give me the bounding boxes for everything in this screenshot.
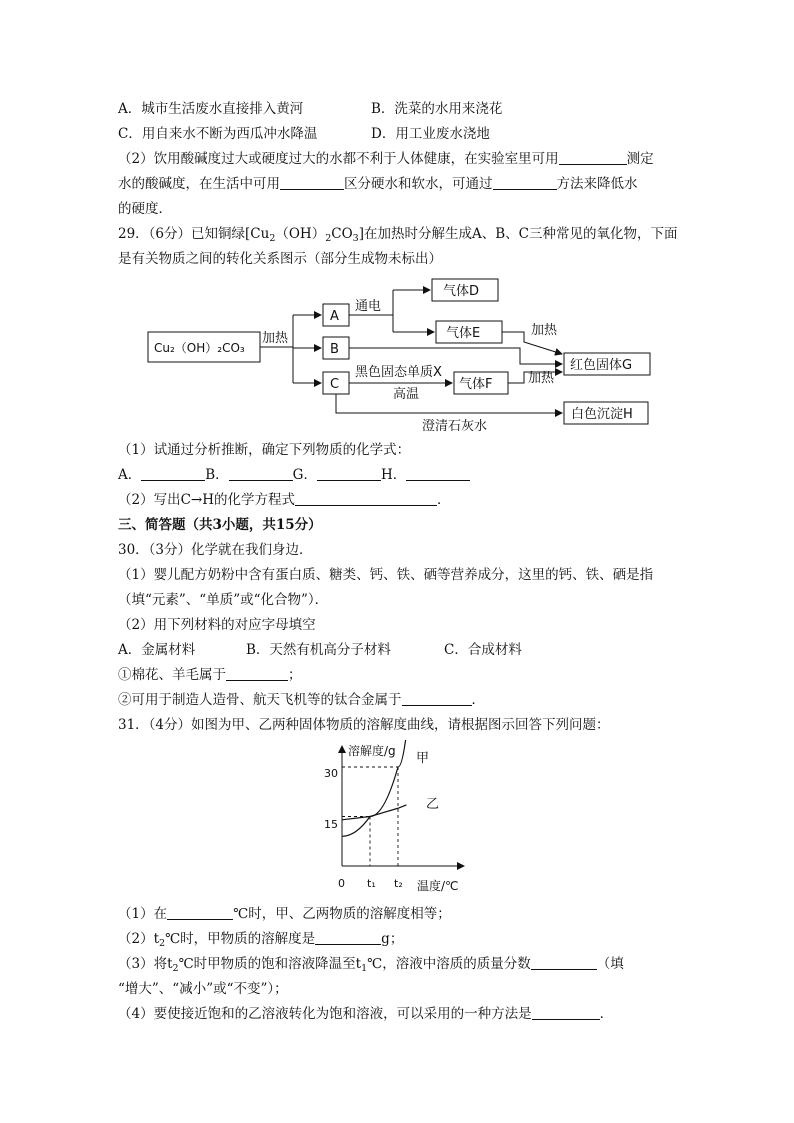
q31-p3-text-a: （3）将t [118, 956, 173, 972]
q29-intro-b: （OH） [275, 226, 326, 242]
q29-blank-g[interactable] [317, 466, 381, 481]
q31-p2-t2-sub: 2 [159, 938, 166, 949]
q30-option-c: C．合成材料 [444, 642, 522, 658]
q29-fill-b-label: B． [205, 467, 229, 483]
q31-blank-method[interactable] [532, 1005, 600, 1020]
label-heat-1: 加热 [262, 331, 289, 346]
x-tick-t1: t₁ [367, 877, 376, 890]
section-3-title: 三、简答题（共3小题，共15分） [118, 517, 322, 533]
q29-fill-line [118, 466, 470, 484]
label-cu2oh2co3: Cu₂（OH）₂CO₃ [154, 341, 245, 355]
q31-p2-text-a: （2）t [118, 931, 160, 947]
q30-blank-titanium[interactable] [402, 691, 472, 706]
q29-intro-d: ]在加热时分解生成A、B、C三种常见的氧化物，下面 [358, 226, 678, 242]
series-label-yi: 乙 [426, 797, 440, 812]
q30-intro: 30．（3分）化学就在我们身边． [118, 542, 313, 558]
q30-sub1 [118, 666, 302, 684]
q28-part2-line3: 的硬度． [118, 201, 172, 217]
label-gas-e: 气体E [446, 326, 481, 341]
x-axis-label: 温度/℃ [417, 879, 459, 893]
q29-part1: （1）试通过分析推断，确定下列物质的化学式： [118, 442, 411, 458]
label-black-solid-x: 黑色固态单质X [355, 365, 442, 380]
q31-p1-text-a: （1）在 [118, 906, 168, 922]
solubility-curve-yi [342, 805, 406, 820]
q28-blank-soften-method[interactable] [493, 175, 557, 190]
q31-p4-text-b: ． [599, 1006, 614, 1022]
label-electrolysis: 通电 [355, 299, 382, 314]
label-a: A [330, 309, 339, 324]
y-tick-15: 15 [324, 818, 338, 831]
q29-p2-text: （2）写出C→H的化学方程式 [118, 492, 296, 508]
q29-sub-3: 3 [352, 233, 359, 244]
label-heat-2: 加热 [531, 323, 558, 338]
q29-intro-line2: 是有关物质之间的转化关系图示（部分生成物未标出） [118, 251, 442, 267]
q29-part2 [118, 491, 451, 509]
q29-fill-g-label: G． [292, 467, 317, 483]
q29-blank-a[interactable] [141, 466, 205, 481]
q28-part2-line2 [118, 175, 638, 193]
series-label-jia: 甲 [416, 751, 430, 766]
label-c: C [330, 377, 340, 392]
q31-intro: 31．（4分）如图为甲、乙两种固体物质的溶解度曲线，请根据图示回答下列问题： [118, 717, 610, 733]
q28-p2-text-c: 水的酸碱度，在生活中可用 [118, 176, 280, 192]
q30-option-a: A．金属材料 [118, 642, 196, 658]
label-gas-f: 气体F [459, 377, 493, 392]
q29-sub-2b: 2 [325, 233, 332, 244]
q28-blank-ph-tool[interactable] [559, 150, 627, 165]
q29-p2-end: ． [437, 492, 451, 508]
q28-blank-hardness-test[interactable] [280, 175, 344, 190]
q31-part3 [118, 955, 624, 978]
y-tick-30: 30 [324, 767, 338, 780]
q31-p4-text-a: （4）要使接近饱和的乙溶液转化为饱和溶液，可以采用的一种方法是 [118, 1006, 532, 1022]
q31-p3-text-d: （填 [596, 956, 624, 972]
q29-fill-h-label: H． [380, 467, 407, 483]
q30-s1-end: ； [288, 667, 302, 683]
q31-part3b: “增大”、“减小”或“不变”）； [118, 981, 288, 997]
q28-p2-text-b: 测定 [626, 151, 654, 167]
q31-blank-mass-fraction[interactable] [531, 955, 597, 970]
q30-s2-text: ②可用于制造人造骨、航天飞机等的钛合金属于 [118, 692, 402, 708]
q31-p3-text-c: ℃，溶液中溶质的质量分数 [367, 956, 531, 972]
q29-sub-2a: 2 [269, 233, 276, 244]
label-limewater: 澄清石灰水 [422, 419, 488, 434]
q30-blank-cotton[interactable] [226, 666, 288, 681]
q31-blank-solubility[interactable] [315, 930, 381, 945]
label-red-solid-g: 红色固体G [570, 358, 633, 373]
x-tick-0: 0 [338, 877, 345, 890]
q28-p2-text-e: 方法来降低水 [556, 176, 638, 192]
q30-option-b: B．天然有机高分子材料 [246, 642, 391, 658]
q29-blank-equation[interactable] [295, 491, 437, 506]
x-tick-t2: t₂ [394, 877, 403, 890]
label-high-temp: 高温 [393, 387, 420, 402]
q31-part2 [118, 930, 403, 953]
q30-part2: （2）用下列材料的对应字母填空 [118, 617, 316, 633]
label-b: B [330, 342, 339, 357]
q31-p3-t2-sub: 2 [172, 963, 179, 974]
q29-intro-a: 29．（6分）已知铜绿[Cu [118, 226, 270, 242]
q28-option-b: B．洗菜的水用来浇花 [371, 101, 503, 117]
label-gas-d: 气体D [443, 284, 480, 299]
q31-p1-text-b: ℃时，甲、乙两物质的溶解度相等； [233, 906, 451, 922]
label-heat-3: 加热 [528, 371, 555, 386]
q29-blank-b[interactable] [229, 466, 293, 481]
q28-part2-line1 [118, 150, 654, 168]
q30-sub2 [118, 691, 485, 709]
q30-part1: （1）婴儿配方奶粉中含有蛋白质、糖类、钙、铁、硒等营养成分，这里的钙、铁、硒是指 [118, 567, 654, 583]
arrow-b-to-g [349, 348, 562, 364]
q28-option-c: C．用自来水不断为西瓜冲水降温 [118, 126, 318, 142]
q28-option-d: D．用工业废水浇地 [371, 126, 490, 142]
q29-intro-c: CO [331, 226, 353, 242]
q31-p2-text-c: g； [381, 931, 404, 947]
q31-part1 [118, 905, 451, 923]
q31-p3-text-b: ℃时甲物质的饱和溶液降温至t [178, 956, 362, 972]
q29-blank-h[interactable] [406, 466, 470, 481]
q28-p2-text-a: （2）饮用酸碱度过大或硬度过大的水都不利于人体健康，在实验室里可用 [118, 151, 559, 167]
q30-part1b: （填“元素”、“单质”或“化合物”）． [118, 592, 329, 608]
q28-option-a: A．城市生活废水直接排入黄河 [118, 101, 304, 117]
q31-part4 [118, 1005, 613, 1023]
label-white-precipitate-h: 白色沉淀H [571, 407, 633, 422]
q30-s1-text: ①棉花、羊毛属于 [118, 667, 226, 683]
q31-p2-text-b: ℃时，甲物质的溶解度是 [165, 931, 316, 947]
q31-blank-equal-temp[interactable] [167, 905, 233, 920]
arrow-c-to-h [336, 394, 562, 413]
q31-p3-t1-sub: 1 [361, 963, 368, 974]
q29-fill-a-label: A． [118, 467, 142, 483]
solubility-chart [318, 740, 478, 896]
q28-p2-text-d: 区分硬水和软水，可通过 [344, 176, 493, 192]
y-axis-label: 溶解度/g [348, 744, 396, 758]
q30-s2-end: ． [471, 692, 485, 708]
conversion-diagram [140, 272, 660, 437]
q29-intro [118, 225, 677, 248]
